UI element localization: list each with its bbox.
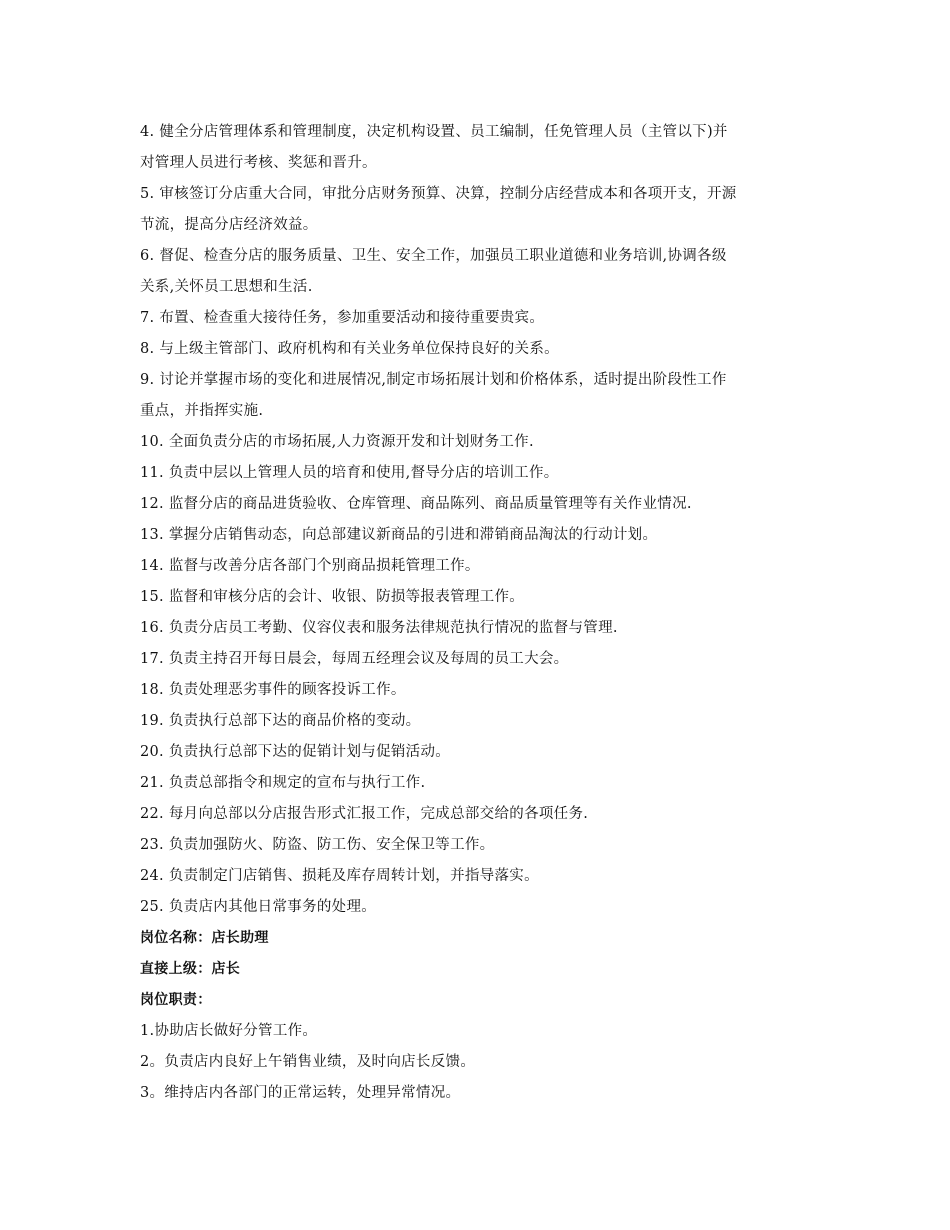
text-line: 8. 与上级主管部门、政府机构和有关业务单位保持良好的关系。 — [140, 341, 559, 357]
duty-item: 3。维持店内各部门的正常运转，处理异常情况。 — [140, 1085, 461, 1101]
text-line: 重点，并指挥实施. — [140, 403, 264, 419]
text-line: 14. 监督与改善分店各部门个别商品损耗管理工作。 — [140, 558, 480, 574]
text-line: 16. 负责分店员工考勤、仪容仪表和服务法律规范执行情况的监督与管理. — [140, 620, 618, 636]
document-page — [140, 117, 820, 1109]
text-line: 24. 负责制定门店销售、损耗及库存周转计划，并指导落实。 — [140, 868, 539, 884]
text-line: 18. 负责处理恶劣事件的顾客投诉工作。 — [140, 682, 406, 698]
duties-heading: 岗位职责： — [140, 992, 212, 1008]
supervisor-line: 直接上级：店长 — [140, 961, 241, 977]
text-line: 19. 负责执行总部下达的商品价格的变动。 — [140, 713, 421, 729]
duty-item: 1.协助店长做好分管工作。 — [140, 1023, 318, 1039]
text-line: 节流，提高分店经济效益。 — [140, 217, 318, 233]
text-line: 15. 监督和审核分店的会计、收银、防损等报表管理工作。 — [140, 589, 525, 605]
duty-item: 2。负责店内良好上午销售业绩，及时向店长反馈。 — [140, 1054, 476, 1070]
text-line: 21. 负责总部指令和规定的宣布与执行工作. — [140, 775, 426, 791]
text-line: 13. 掌握分店销售动态，向总部建议新商品的引进和滞销商品淘汰的行动计划。 — [140, 527, 658, 543]
text-line: 关系,关怀员工思想和生活. — [140, 279, 313, 295]
text-line: 9. 讨论并掌握市场的变化和进展情况,制定市场拓展计划和价格体系，适时提出阶段性工作 — [140, 372, 727, 388]
text-line: 6. 督促、检查分店的服务质量、卫生、安全工作，加强员工职业道德和业务培训,协调各级 — [140, 248, 727, 264]
text-line: 对管理人员进行考核、奖惩和晋升。 — [140, 155, 377, 171]
text-line: 5. 审核签订分店重大合同，审批分店财务预算、决算，控制分店经营成本和各项开支，开源 — [140, 186, 737, 202]
text-line: 12. 监督分店的商品进货验收、仓库管理、商品陈列、商品质量管理等有关作业情况. — [140, 496, 692, 512]
text-line: 7. 布置、检查重大接待任务，参加重要活动和接待重要贵宾。 — [140, 310, 545, 326]
text-line: 25. 负责店内其他日常事务的处理。 — [140, 899, 377, 915]
text-line: 11. 负责中层以上管理人员的培育和使用,督导分店的培训工作。 — [140, 465, 559, 481]
text-line: 17. 负责主持召开每日晨会，每周五经理会议及每周的员工大会。 — [140, 651, 569, 667]
text-line: 20. 负责执行总部下达的促销计划与促销活动。 — [140, 744, 451, 760]
text-line: 22. 每月向总部以分店报告形式汇报工作，完成总部交给的各项任务. — [140, 806, 589, 822]
text-line: 23. 负责加强防火、防盗、防工伤、安全保卫等工作。 — [140, 837, 495, 853]
position-title: 岗位名称：店长助理 — [140, 930, 269, 946]
text-line: 4. 健全分店管理体系和管理制度，决定机构设置、员工编制，任免管理人员（主管以下)并 — [140, 124, 728, 140]
text-line: 10. 全面负责分店的市场拓展,人力资源开发和计划财务工作. — [140, 434, 534, 450]
